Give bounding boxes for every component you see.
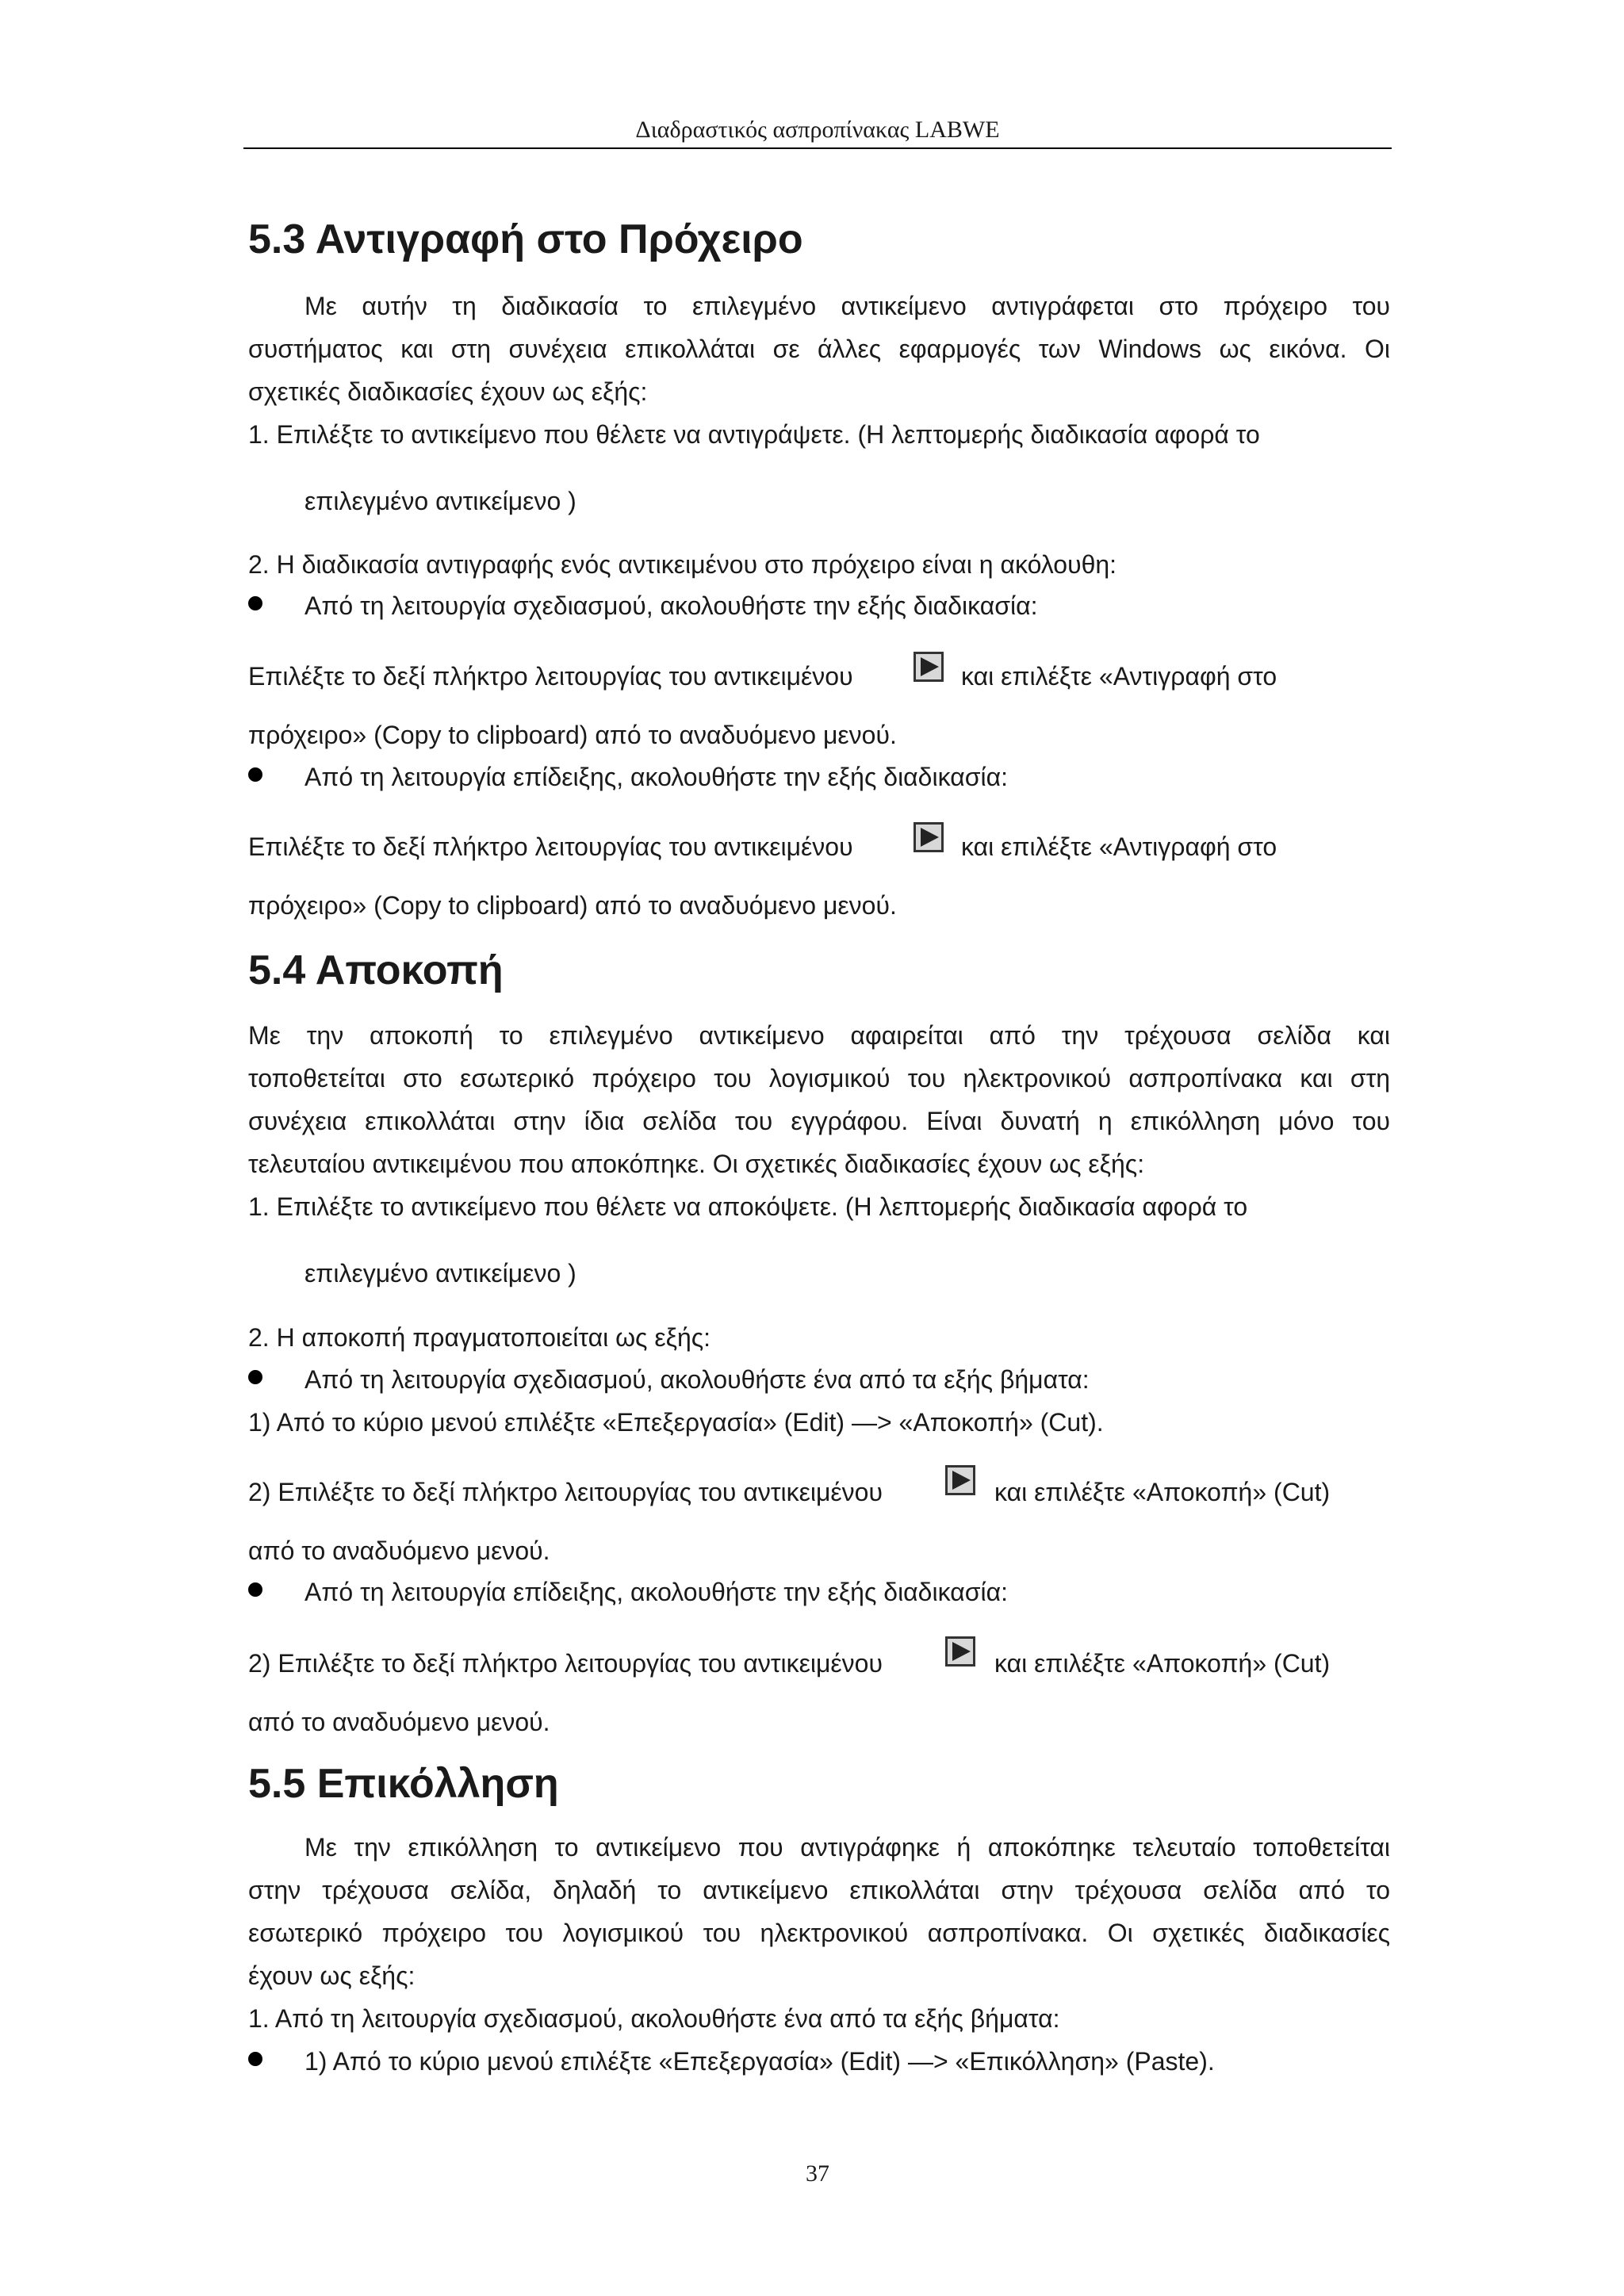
step-line: 1. Επιλέξτε το αντικείμενο που θέλετε να αποκόψετε. (Η λεπτομερής διαδικασία αφορά το [248,1192,1248,1221]
instruction-line: και επιλέξτε «Αποκοπή» (Cut) [994,1478,1331,1506]
paragraph-line: Με την αποκοπή το επιλεγμένο αντικείμενο αφαιρείται από την τρέχουσα σελίδα και [248,1021,1390,1050]
instruction-line: από το αναδυόμενο μενού. [248,1536,550,1565]
paragraph-line: τοποθετείται στο εσωτερικό πρόχειρο του λογισμικού του ηλεκτρονικού ασπροπίνακα και στη [248,1064,1390,1093]
bullet-dot [248,2052,262,2066]
instruction-line: 2) Επιλέξτε το δεξί πλήκτρο λειτουργίας του αντικειμένου [248,1649,883,1678]
play-triangle-icon [914,652,944,682]
paragraph-line: έχουν ως εξής: [248,1961,416,1990]
step-line: επιλεγμένο αντικείμενο ) [304,1259,576,1288]
bullet-dot [248,1582,262,1597]
paragraph-line: Με αυτήν τη διαδικασία το επιλεγμένο αντικείμενο αντιγράφεται στο πρόχειρο του [304,292,1390,320]
step-line: 2. Η αποκοπή πραγματοποιείται ως εξής: [248,1323,711,1352]
step-line: 2. Η διαδικασία αντιγραφής ενός αντικειμένου στο πρόχειρο είναι η ακόλουθη: [248,550,1117,579]
bullet-text: Από τη λειτουργία σχεδιασμού, ακολουθήστε την εξής διαδικασία: [304,591,1038,620]
instruction-line: Επιλέξτε το δεξί πλήκτρο λειτουργίας του αντικειμένου [248,832,853,861]
section-title-5-4: 5.4 Αποκοπή [248,947,504,993]
step-line: 1. Από τη λειτουργία σχεδιασμού, ακολουθήστε ένα από τα εξής βήματα: [248,2004,1060,2033]
play-triangle-icon [945,1636,975,1667]
bullet-text: Από τη λειτουργία σχεδιασμού, ακολουθήστε ένα από τα εξής βήματα: [304,1365,1090,1394]
bullet-text: Από τη λειτουργία επίδειξης, ακολουθήστε την εξής διαδικασία: [304,763,1008,791]
instruction-line: και επιλέξτε «Αποκοπή» (Cut) [994,1649,1331,1678]
play-triangle-icon [914,822,944,852]
section-title-5-3: 5.3 Αντιγραφή στο Πρόχειρο [248,216,803,262]
paragraph-line: συστήματος και στη συνέχεια επικολλάται σε άλλες εφαρμογές των Windows ως εικόνα. Οι [248,335,1390,363]
paragraph-line: τελευταίου αντικειμένου που αποκόπηκε. Οι σχετικές διαδικασίες έχουν ως εξής: [248,1150,1145,1178]
paragraph-line: σχετικές διαδικασίες έχουν ως εξής: [248,377,648,406]
instruction-line: Επιλέξτε το δεξί πλήκτρο λειτουργίας του αντικειμένου [248,662,853,691]
bullet-text: 1) Από το κύριο μενού επιλέξτε «Επεξεργασία» (Edit) —> «Επικόλληση» (Paste). [304,2047,1215,2076]
paragraph-line: εσωτερικό πρόχειρο του λογισμικού του ηλεκτρονικού ασπροπίνακα. Οι σχετικές διαδικασίες [248,1919,1390,1947]
step-line: επιλεγμένο αντικείμενο ) [304,487,576,515]
instruction-line: και επιλέξτε «Αντιγραφή στο [961,832,1277,861]
bullet-dot [248,596,262,610]
bullet-dot [248,1370,262,1384]
header-rule [243,147,1392,149]
instruction-line: 2) Επιλέξτε το δεξί πλήκτρο λειτουργίας του αντικειμένου [248,1478,883,1506]
instruction-line: από το αναδυόμενο μενού. [248,1708,550,1736]
bullet-text: Από τη λειτουργία επίδειξης, ακολουθήστε την εξής διαδικασία: [304,1578,1008,1606]
instruction-line: και επιλέξτε «Αντιγραφή στο [961,662,1277,691]
section-title-5-5: 5.5 Επικόλληση [248,1761,559,1807]
page-number: 37 [806,2160,829,2187]
paragraph-line: συνέχεια επικολλάται στην ίδια σελίδα του εγγράφου. Είναι δυνατή η επικόλληση μόνο του [248,1107,1390,1135]
instruction-line: 1) Από το κύριο μενού επιλέξτε «Επεξεργασία» (Edit) —> «Αποκοπή» (Cut). [248,1408,1104,1437]
page-header: Διαδραστικός ασπροπίνακας LABWE [635,117,1000,143]
instruction-line: πρόχειρο» (Copy to clipboard) από το αναδυόμενο μενού. [248,721,897,749]
step-line: 1. Επιλέξτε το αντικείμενο που θέλετε να αντιγράψετε. (Η λεπτομερής διαδικασία αφορά το [248,420,1260,449]
paragraph-line: στην τρέχουσα σελίδα, δηλαδή το αντικείμενο επικολλάται στην τρέχουσα σελίδα από το [248,1876,1390,1904]
instruction-line: πρόχειρο» (Copy to clipboard) από το αναδυόμενο μενού. [248,891,897,920]
bullet-dot [248,767,262,782]
play-triangle-icon [945,1465,975,1495]
paragraph-line: Με την επικόλληση το αντικείμενο που αντιγράφηκε ή αποκόπηκε τελευταίο τοποθετείται [304,1833,1390,1862]
